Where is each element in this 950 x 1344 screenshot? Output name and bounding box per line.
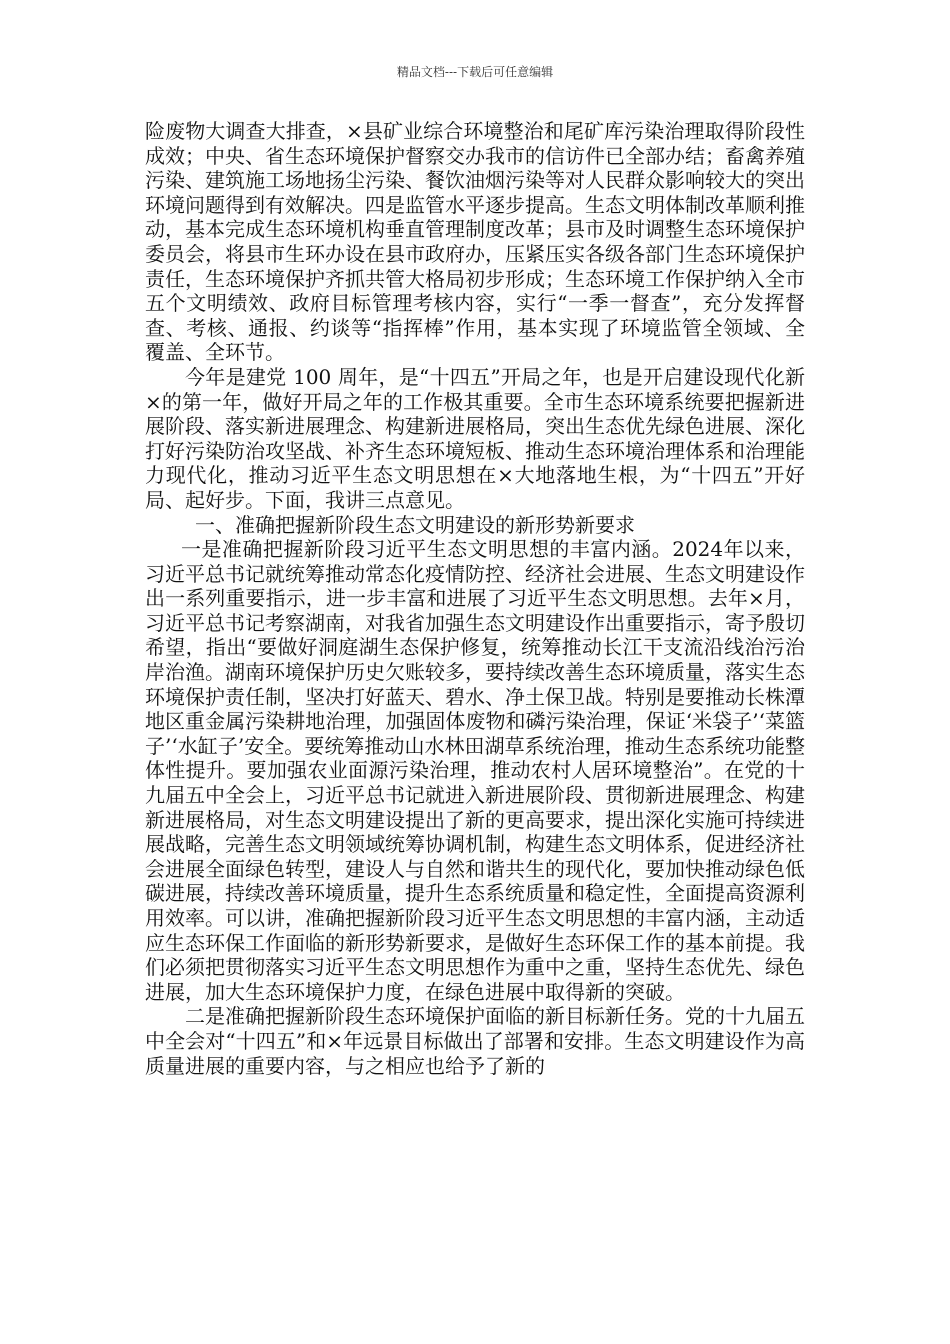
document-body <box>145 119 805 1078</box>
section-heading-1: 一、准确把握新阶段生态文明建设的新形势新要求 <box>195 512 635 537</box>
paragraph-point-two: 二是准确把握新阶段生态环境保护面临的新目标新任务。党的十九届五中全会对“十四五”和×年远景目标做出了部署和安排。生态文明建设作为高质量进展的重要内容，与之相应也给予了新的 <box>145 1004 805 1078</box>
page-header-watermark: 精品文档---下载后可任意编辑 <box>396 65 554 79</box>
paragraph-point-one: 一是准确把握新阶段习近平生态文明思想的丰富内涵。2024年以来，习近平总书记就统筹推动常态化疫情防控、经济社会进展、生态文明建设作出一系列重要指示，进一步丰富和进展了习近平生态文明思想。去年×月，习近平总书记考察湖南，对我省加强生态文明建设作出重要指示，寄予殷切希望，指出“要做好洞庭湖生态保护修复，统筹推动长江干支流沿线治污治岸治渔。湖南环境保护历史欠账较多，要持续改善生态环境质量，落实生态环境保护责任制，坚决打好蓝天、碧水、净土保卫战。特别是要推动长株潭地区重金属污染耕地治理，加强固体废物和磷污染治理，保证‘米袋子’‘菜篮子’‘水缸子’安全。要统筹推动山水林田湖草系统治理，推动生态系统功能整体性提升。要加强农业面源污染治理，推动农村人居环境整治”。在党的十九届五中全会上，习近平总书记就进入新进展阶段、贯彻新进展理念、构建新进展格局，对生态文明建设提出了新的更高要求，提出深化实施可持续进展战略，完善生态文明领域统筹协调机制，构建生态文明体系，促进经济社会进展全面绿色转型，建设人与自然和谐共生的现代化，要加快推动绿色低碳进展，持续改善环境质量，提升生态系统质量和稳定性，全面提高资源利用效率。可以讲，准确把握新阶段习近平生态文明思想的丰富内涵，主动适应生态环保工作面临的新形势新要求，是做好生态环保工作的基本前提。我们必须把贯彻落实习近平生态文明思想作为重中之重，坚持生态优先、绿色进展，加大生态环境保护力度，在绿色进展中取得新的突破。 <box>145 537 805 1004</box>
paragraph-continuation: 险废物大调查大排查，×县矿业综合环境整治和尾矿库污染治理取得阶段性成效；中央、省生态环境保护督察交办我市的信访件已全部办结；畜禽养殖污染、建筑施工场地扬尘污染、餐饮油烟污染等对人民群众影响较大的突出环境问题得到有效解决。四是监管水平逐步提高。生态文明体制改革顺利推动，基本完成生态环境机构垂直管理制度改革；县市及时调整生态环境保护委员会，将县市生环办设在县市政府办，压紧压实各级各部门生态环境保护责任，生态环境保护齐抓共管大格局初步形成；生态环境工作保护纳入全市五个文明绩效、政府目标管理考核内容，实行“一季一督查”，充分发挥督查、考核、通报、约谈等“指挥棒”作用，基本实现了环境监管全领域、全覆盖、全环节。 <box>145 119 805 365</box>
paragraph-centenary: 今年是建党 100 周年，是“十四五”开局之年，也是开启建设现代化新×的第一年，做好开局之年的工作极其重要。全市生态环境系统要把握新进展阶段、落实新进展理念、构建新进展格局，突出生态优先绿色进展、深化打好污染防治攻坚战、补齐生态环境短板、推动生态环境治理体系和治理能力现代化，推动习近平生态文明思想在×大地落地生根，为“十四五”开好局、起好步。下面，我讲三点意见。 <box>145 364 805 512</box>
